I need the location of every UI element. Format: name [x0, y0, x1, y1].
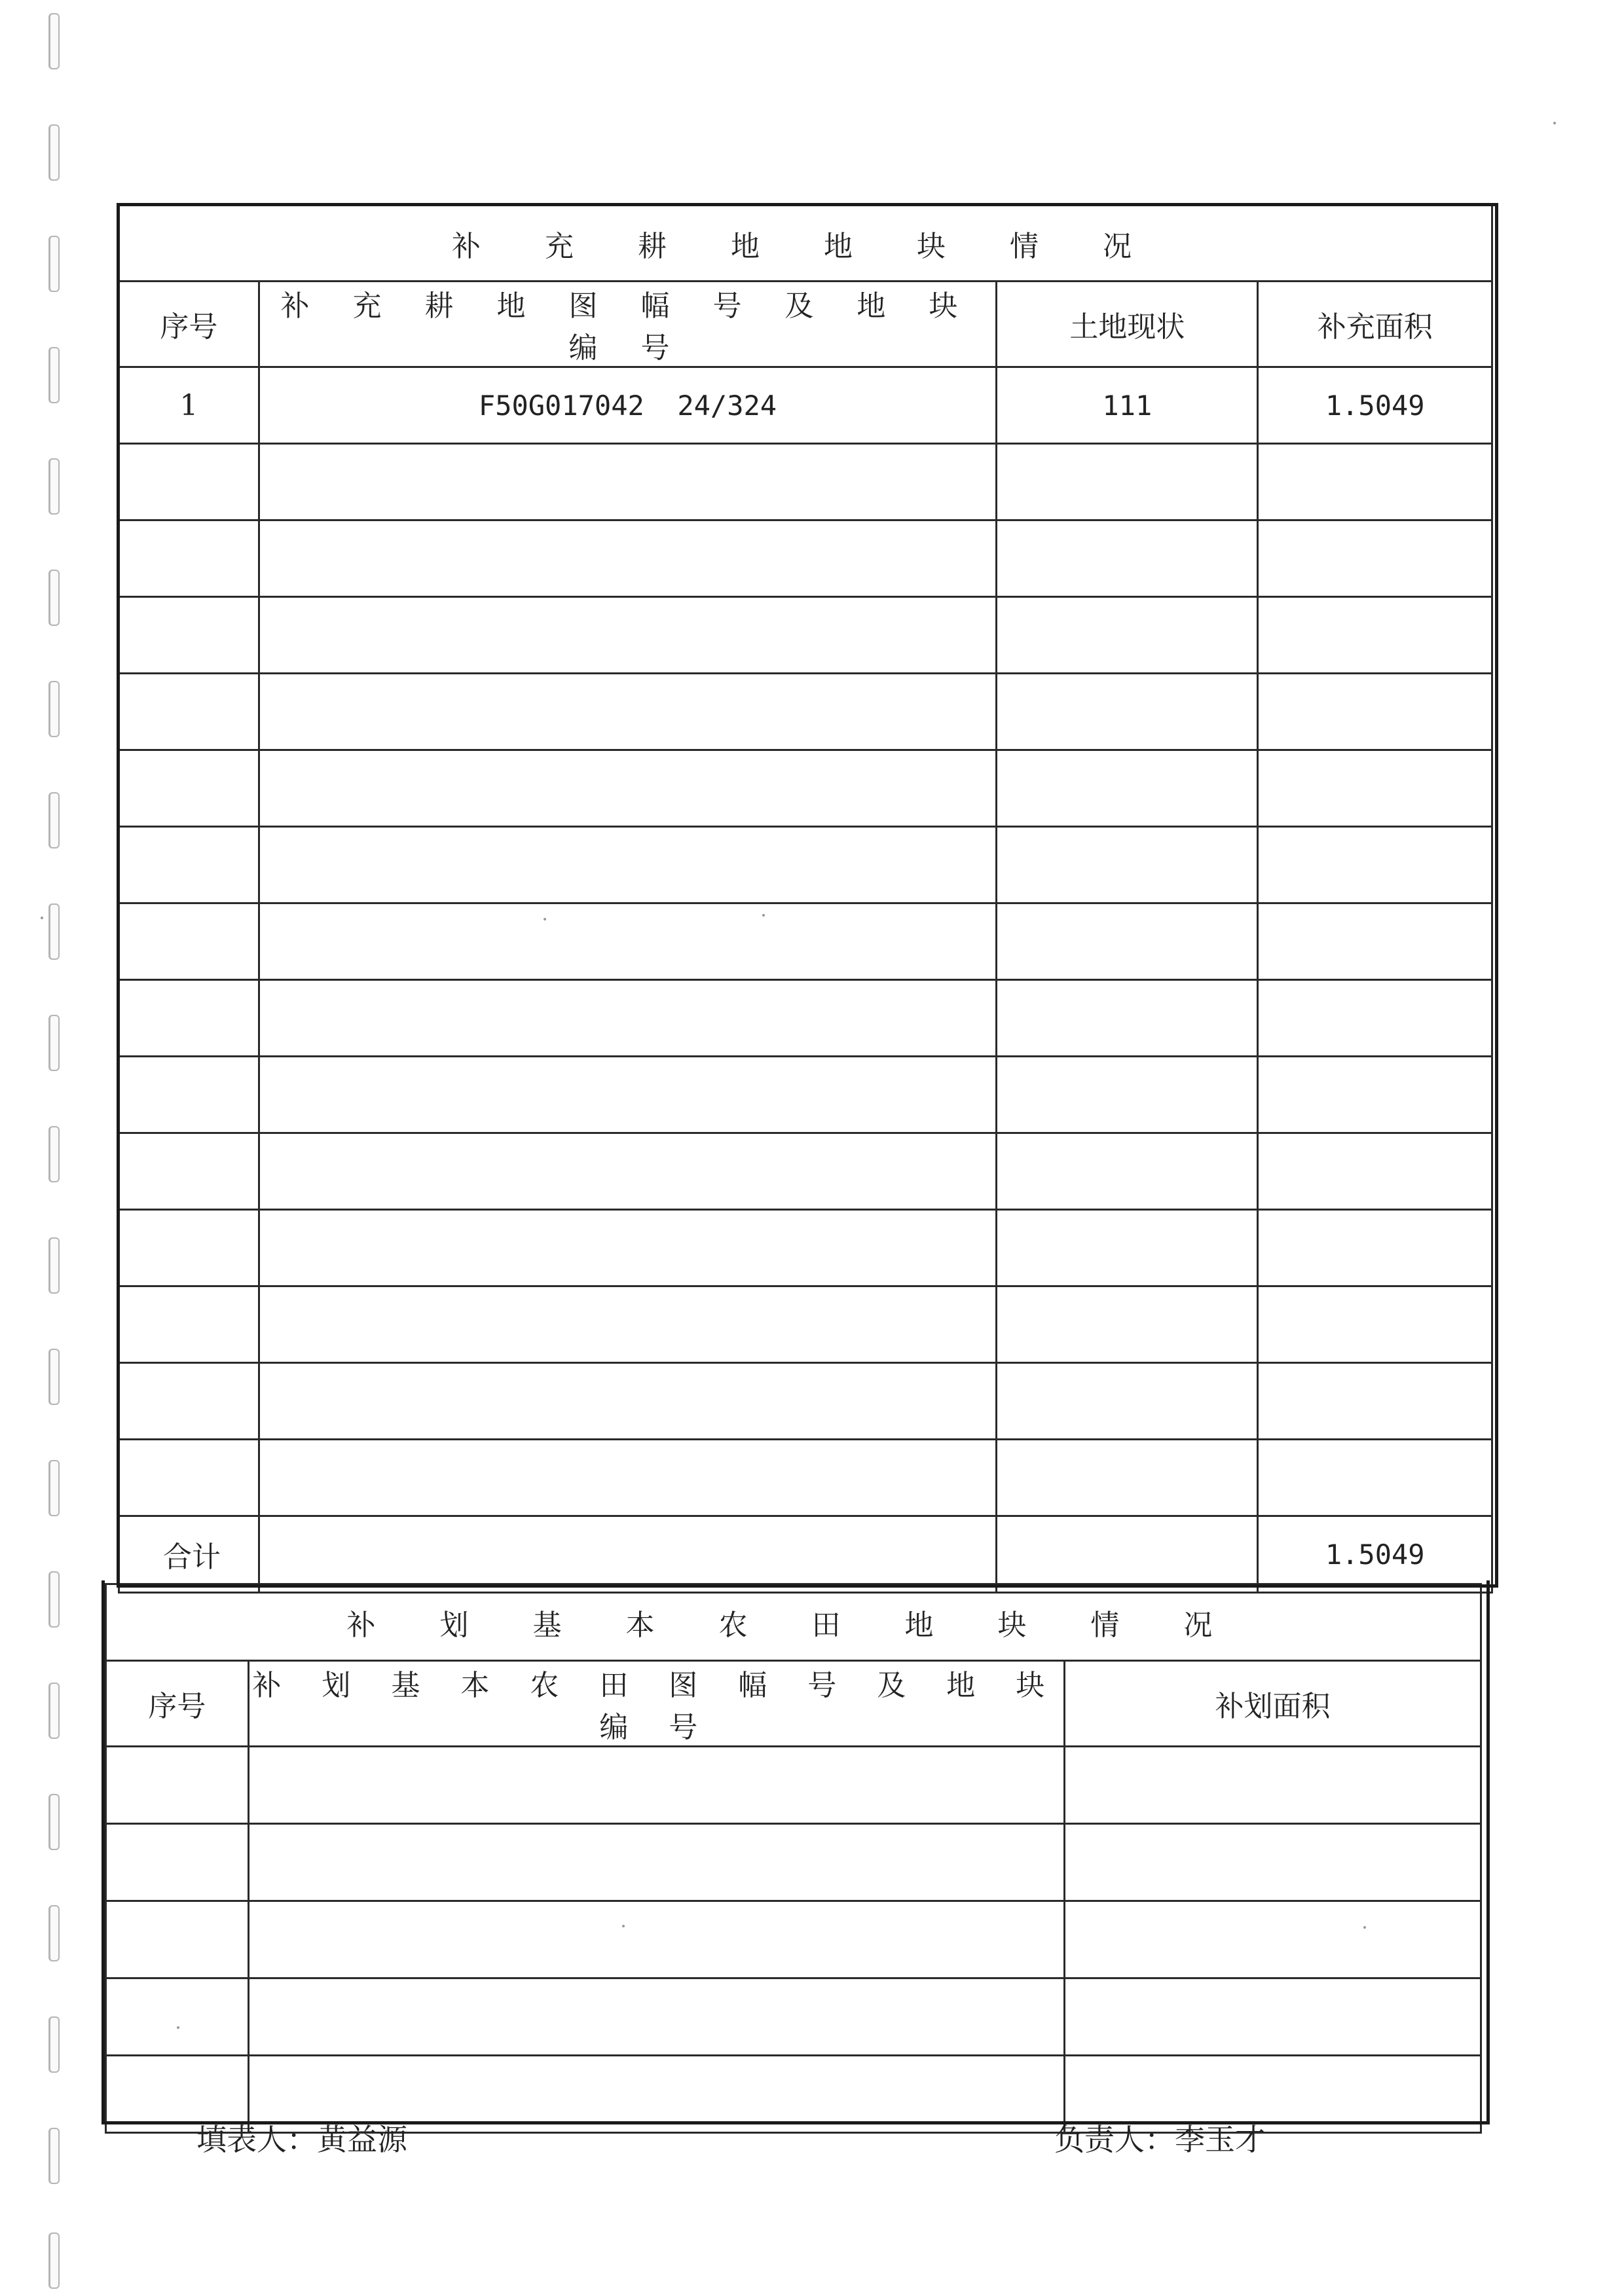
table-row — [119, 1286, 1492, 1363]
responsible-signature: 负责人：李玉才 — [1054, 2122, 1265, 2157]
empty-cell — [119, 1440, 259, 1516]
empty-cell — [1064, 1901, 1481, 1978]
binder-hole — [48, 124, 60, 181]
total-row — [119, 1516, 1492, 1593]
empty-cell — [1258, 827, 1492, 903]
empty-cell — [248, 1824, 1064, 1901]
empty-cell — [259, 444, 996, 520]
binder-hole — [48, 1571, 60, 1628]
empty-cell — [106, 1978, 249, 2056]
empty-cell — [1258, 980, 1492, 1057]
empty-cell — [259, 597, 996, 674]
header-seq: 序号 — [119, 282, 259, 367]
table-header-row — [119, 282, 1492, 367]
empty-cell — [259, 750, 996, 827]
empty-cell — [997, 1516, 1258, 1593]
table-row — [119, 444, 1492, 520]
binder-hole — [48, 792, 60, 848]
empty-cell — [119, 903, 259, 980]
header-land-status: 土地现状 — [997, 282, 1258, 367]
table-row — [119, 520, 1492, 597]
empty-cell — [1258, 1133, 1492, 1210]
table-row — [106, 1747, 1481, 1824]
empty-cell — [119, 1363, 259, 1440]
supplement-land-table — [118, 204, 1493, 1594]
empty-cell — [997, 1286, 1258, 1363]
total-label: 合计 — [119, 1516, 259, 1593]
empty-cell — [997, 1133, 1258, 1210]
empty-cell — [1064, 1978, 1481, 2056]
empty-cell — [1258, 1440, 1492, 1516]
binder-hole — [48, 236, 60, 292]
binder-hole — [48, 1683, 60, 1739]
empty-cell — [119, 674, 259, 750]
cell-map-number: F50G017042 24/324 — [259, 367, 996, 444]
binder-hole — [48, 1126, 60, 1182]
table-row — [119, 903, 1492, 980]
empty-cell — [259, 1057, 996, 1133]
empty-cell — [106, 1824, 249, 1901]
supplement-table-title: 补 充 耕 地 地 块 情 况 — [119, 206, 1492, 282]
empty-cell — [259, 827, 996, 903]
empty-cell — [119, 520, 259, 597]
scan-speck — [41, 917, 43, 919]
table-row — [119, 597, 1492, 674]
binder-hole — [48, 1015, 60, 1071]
empty-cell — [997, 444, 1258, 520]
cell-area: 1.5049 — [1258, 367, 1492, 444]
binder-hole — [48, 347, 60, 403]
empty-cell — [259, 1363, 996, 1440]
empty-cell — [259, 1210, 996, 1286]
binder-hole — [48, 570, 60, 626]
header-area: 补划面积 — [1064, 1661, 1481, 1747]
binder-hole — [48, 903, 60, 960]
filler-signature: 填表人：黄益源 — [196, 2122, 407, 2157]
table-row — [119, 980, 1492, 1057]
table-row — [119, 1210, 1492, 1286]
empty-cell — [1258, 1286, 1492, 1363]
binder-holes — [48, 13, 68, 2291]
empty-cell — [259, 1286, 996, 1363]
table-row — [119, 1133, 1492, 1210]
empty-cell — [106, 1901, 249, 1978]
table-row — [119, 674, 1492, 750]
binder-hole — [48, 2128, 60, 2184]
binder-hole — [48, 2232, 60, 2289]
basic-farmland-table-title: 补 划 基 本 农 田 地 块 情 况 — [106, 1584, 1481, 1661]
empty-cell — [119, 444, 259, 520]
empty-cell — [248, 1901, 1064, 1978]
empty-cell — [248, 1747, 1064, 1824]
empty-cell — [997, 980, 1258, 1057]
basic-farmland-table — [105, 1583, 1482, 2134]
empty-cell — [1258, 1210, 1492, 1286]
empty-cell — [1064, 1824, 1481, 1901]
empty-cell — [119, 1210, 259, 1286]
empty-cell — [1258, 750, 1492, 827]
table-row — [119, 750, 1492, 827]
binder-hole — [48, 1237, 60, 1294]
binder-hole — [48, 1905, 60, 1961]
empty-cell — [1258, 444, 1492, 520]
total-area: 1.5049 — [1258, 1516, 1492, 1593]
cell-land-status: 111 — [997, 367, 1258, 444]
empty-cell — [997, 597, 1258, 674]
empty-cell — [119, 1057, 259, 1133]
table-row — [119, 827, 1492, 903]
binder-hole — [48, 2016, 60, 2073]
scan-speck — [1553, 122, 1556, 124]
table-row — [106, 1824, 1481, 1901]
table-row — [106, 1978, 1481, 2056]
empty-cell — [1258, 1363, 1492, 1440]
binder-hole — [48, 681, 60, 737]
empty-cell — [997, 1363, 1258, 1440]
binder-hole — [48, 1460, 60, 1516]
binder-hole — [48, 458, 60, 515]
header-seq: 序号 — [106, 1661, 249, 1747]
empty-cell — [1258, 520, 1492, 597]
header-area: 补充面积 — [1258, 282, 1492, 367]
empty-cell — [259, 1440, 996, 1516]
binder-hole — [48, 1349, 60, 1405]
empty-cell — [248, 1978, 1064, 2056]
empty-cell — [119, 980, 259, 1057]
header-map-number: 补 充 耕 地 图 幅 号 及 地 块 编 号 — [259, 282, 996, 367]
table-row — [119, 1440, 1492, 1516]
empty-cell — [259, 980, 996, 1057]
table-row — [119, 367, 1492, 444]
empty-cell — [1258, 674, 1492, 750]
empty-cell — [997, 827, 1258, 903]
empty-cell — [1258, 903, 1492, 980]
empty-cell — [119, 597, 259, 674]
header-map-number: 补 划 基 本 农 田 图 幅 号 及 地 块 编 号 — [248, 1661, 1064, 1747]
empty-cell — [119, 1133, 259, 1210]
empty-cell — [119, 1286, 259, 1363]
table-row — [119, 1057, 1492, 1133]
empty-cell — [259, 1516, 996, 1593]
empty-cell — [997, 1210, 1258, 1286]
empty-cell — [997, 1057, 1258, 1133]
empty-cell — [1258, 597, 1492, 674]
table-row — [119, 1363, 1492, 1440]
cell-seq: 1 — [119, 367, 259, 444]
empty-cell — [119, 750, 259, 827]
empty-cell — [259, 1133, 996, 1210]
empty-cell — [259, 520, 996, 597]
empty-cell — [997, 520, 1258, 597]
empty-cell — [997, 674, 1258, 750]
table-row — [106, 1901, 1481, 1978]
empty-cell — [1064, 1747, 1481, 1824]
empty-cell — [997, 750, 1258, 827]
empty-cell — [1258, 1057, 1492, 1133]
table-header-row — [106, 1661, 1481, 1747]
binder-hole — [48, 13, 60, 69]
empty-cell — [259, 674, 996, 750]
empty-cell — [997, 903, 1258, 980]
binder-hole — [48, 1794, 60, 1850]
empty-cell — [259, 903, 996, 980]
empty-cell — [119, 827, 259, 903]
empty-cell — [997, 1440, 1258, 1516]
empty-cell — [106, 1747, 249, 1824]
